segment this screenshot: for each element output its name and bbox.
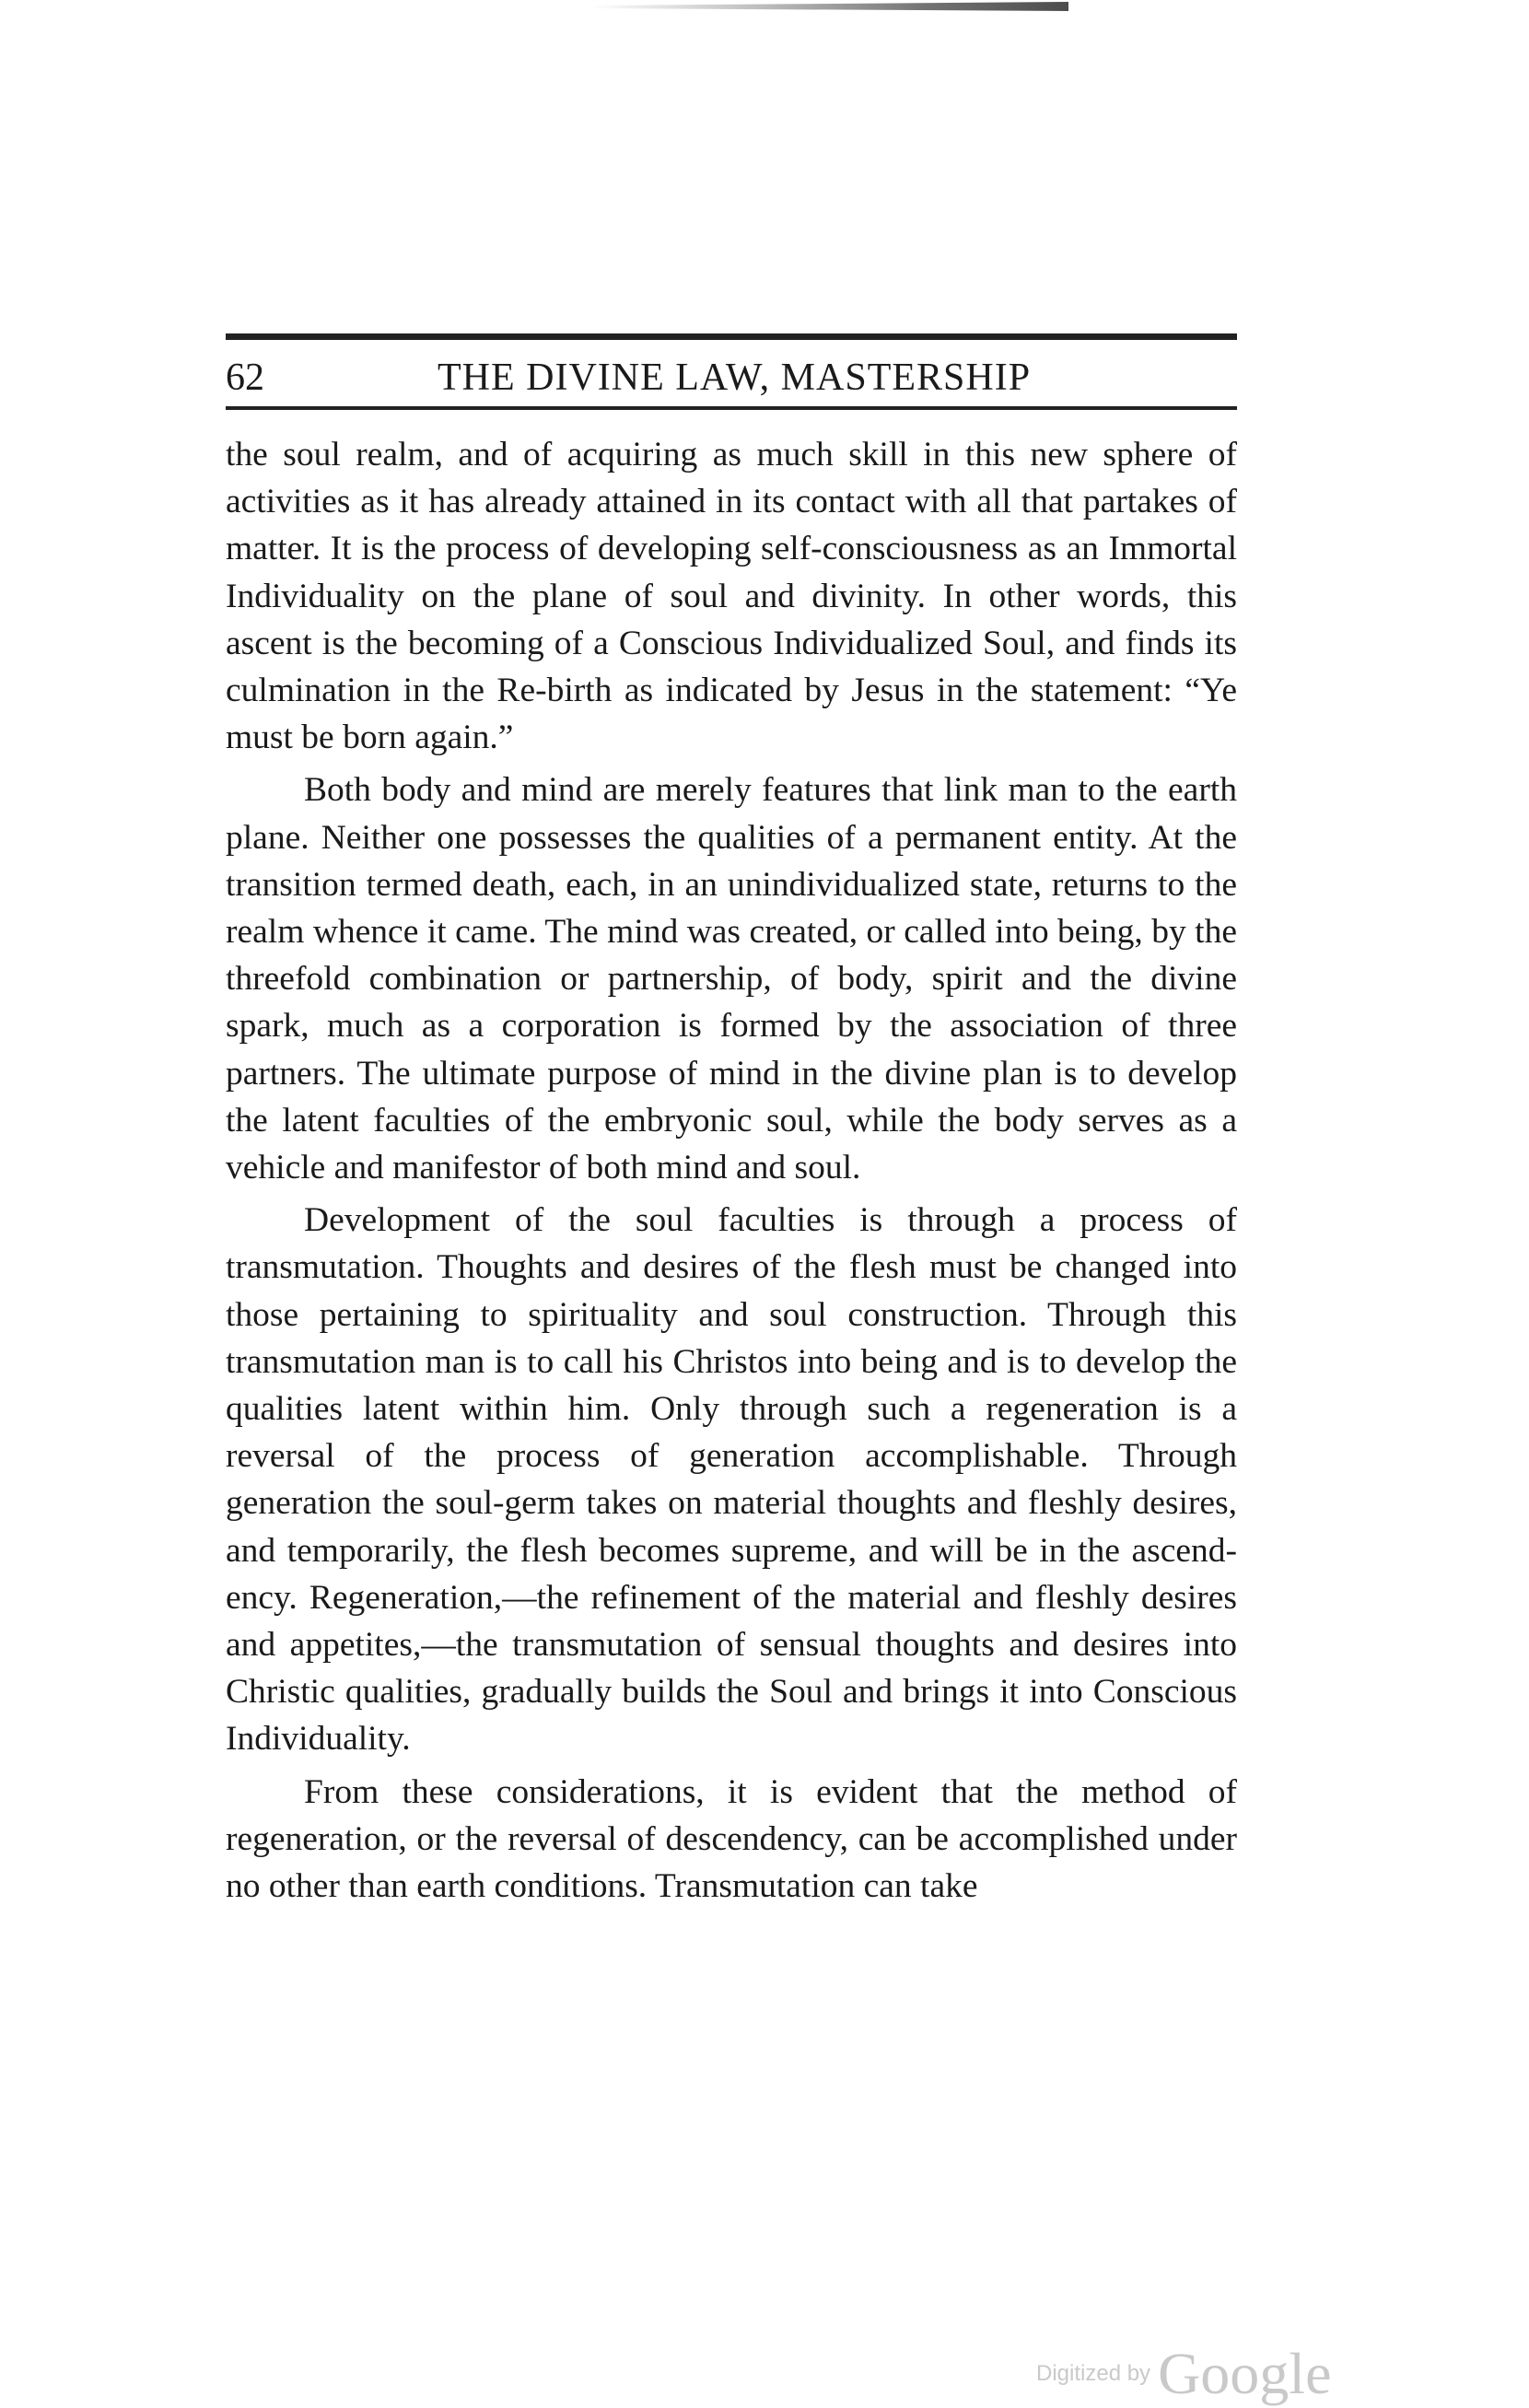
header-rule-bottom: [226, 406, 1237, 410]
running-head: THE DIVINE LAW, MASTERSHIP: [438, 357, 1032, 399]
paragraph-4: From these considerations, it is evident that the method of regeneration, or the reversal of descendency, can be accomplished under no other than earth conditions. Transmutation can take: [226, 1772, 1237, 1906]
watermark-prefix: Digitized by: [1036, 2361, 1151, 2386]
page-number: 62: [226, 357, 264, 399]
watermark-brand: Google: [1158, 2341, 1332, 2406]
paragraph-2: Both body and mind are merely features that link man to the earth plane. Neither one possesses the qualities of a permanent entity. At the transition termed death, each, in an unindividualized state, returns to the realm whence it came. The mind was created, or called into being, by the threefold combination or partnership, of body, spirit and the divine spark, much as a corporation is formed by the association of three partners. The ultimate purpose of mind in the divine plan is to develop the latent faculties of the embryonic soul, while the body serves as a vehicle and manifestor of both mind and soul.: [226, 771, 1237, 1187]
paragraph-3: Development of the soul faculties is through a process of transmutation. Thoughts and desires of the flesh must be changed into those pertaining to spirituality and soul construction. Through this transmutation man is to call his Christos into being and is to develop the qualities latent within him. Only through such a regeneration is a reversal of the process of generation accomplishable. Through generation the soul-germ takes on material thoughts and fleshly desires, and temporarily, the flesh becomes supreme, and will be in the ascendency. Regeneration,—the refinement of the material and fleshly desires and appetites,—the transmutation of sensual thoughts and desires into Christic qualities, gradually builds the Soul and brings it into Conscious Individuality.: [226, 1201, 1237, 1759]
scan-edge-mark: [589, 2, 1068, 11]
page-header: [226, 348, 1237, 403]
header-rule-top: [226, 333, 1237, 340]
paragraph-1: the soul realm, and of acquiring as much skill in this new sphere of activities as it has already attained in its contact with all that partakes of matter. It is the process of developing self-consciousness as an Immortal Individuality on the plane of soul and divinity. In other words, this ascent is the becoming of a Conscious Individualized Soul, and finds its culmination in the Re-birth as indicated by Jesus in the statement: “Ye must be born again.”: [226, 436, 1237, 757]
digitized-watermark: [1036, 2340, 1331, 2408]
body-text: [226, 431, 1237, 1910]
